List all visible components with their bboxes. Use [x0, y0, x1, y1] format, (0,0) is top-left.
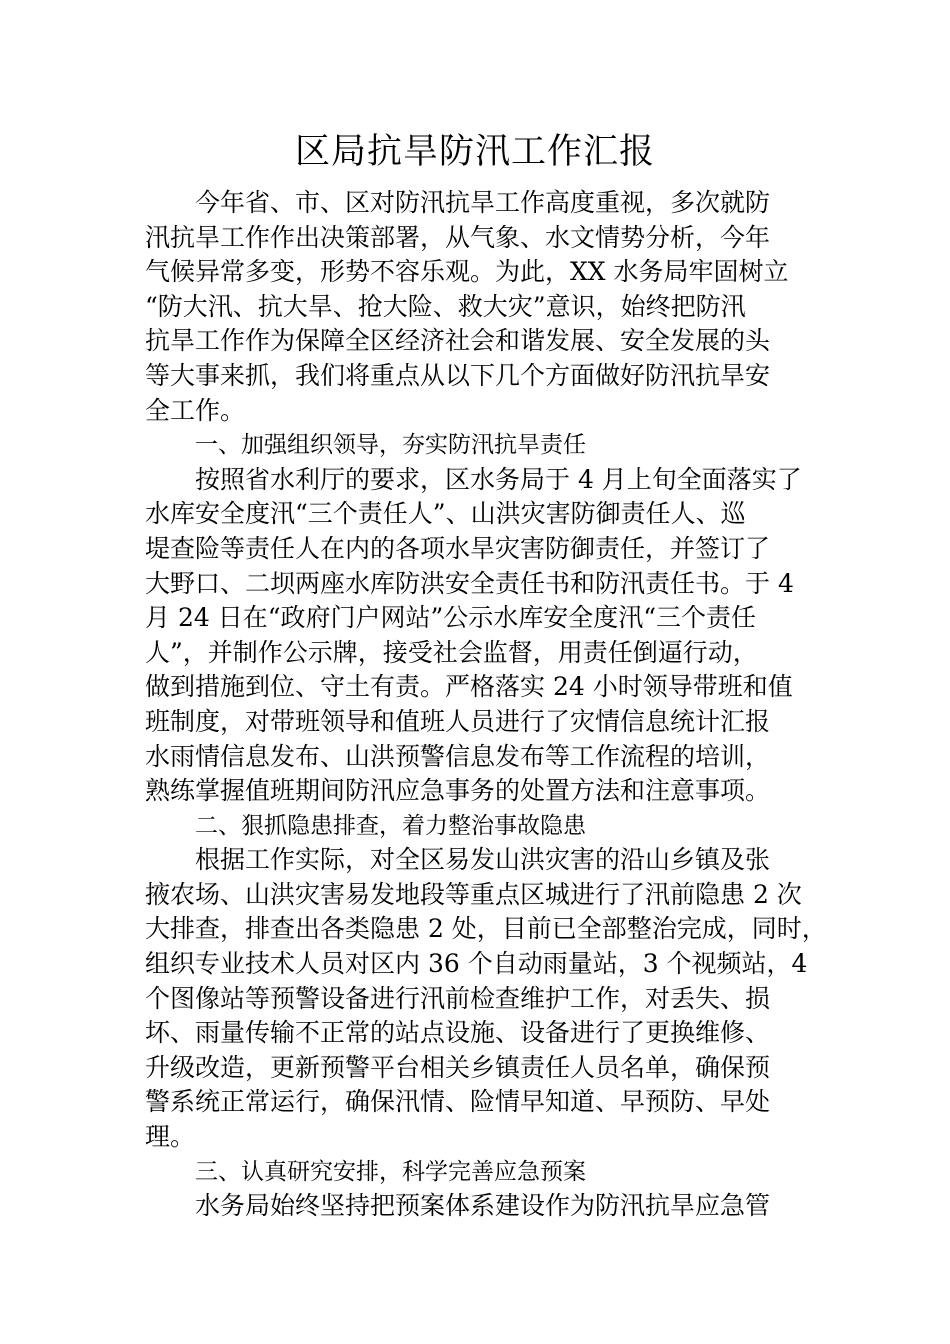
- paragraph-line: 水库安全度汛“三个责任人”、山洪灾害防御责任人、巡: [145, 499, 746, 529]
- paragraph-line: 掖农场、山洪灾害易发地段等重点区城进行了汛前隐患 2 次: [145, 879, 802, 909]
- paragraph-line: 根据工作实际，对全区易发山洪灾害的沿山乡镇及张: [195, 845, 771, 875]
- paragraph-line: 熟练掌握值班期间防汛应急事务的处置方法和注意事项。: [145, 776, 771, 806]
- section-heading: 一、加强组织领导，夯实防汛抗旱责任: [195, 432, 586, 459]
- paragraph-line: “防大汛、抗大旱、抢大险、救大灾”意识，始终把防汛: [145, 291, 746, 321]
- paragraph-line: 做到措施到位、守土有责。严格落实 24 小时领导带班和值: [145, 672, 793, 702]
- paragraph-line: 个图像站等预警设备进行汛前检查维护工作，对丢失、损: [145, 983, 771, 1013]
- paragraph-line: 人”，并制作公示牌，接受社会监督，用责任倒逼行动，: [145, 637, 758, 667]
- paragraph-line: 今年省、市、区对防汛抗旱工作高度重视，多次就防: [195, 188, 771, 217]
- paragraph-line: 水务局始终坚持把预案体系建设作为防汛抗旱应急管: [195, 1191, 771, 1221]
- paragraph-line: 抗旱工作作为保障全区经济社会和谐发展、安全发展的头: [145, 326, 771, 356]
- paragraph-line: 汛抗旱工作作出决策部署，从气象、水文情势分析，今年: [145, 222, 771, 252]
- paragraph-line: 气候异常多变，形势不容乐观。为此，XX 水务局牢固树立: [145, 257, 789, 287]
- paragraph-line: 理。: [145, 1122, 196, 1152]
- paragraph-line: 组织专业技术人员对区内 36 个自动雨量站，3 个视频站，4: [145, 949, 808, 979]
- paragraph-line: 按照省水利厅的要求，区水务局于 4 月上旬全面落实了: [195, 464, 802, 494]
- section-heading: 三、认真研究安排，科学完善应急预案: [195, 1158, 586, 1185]
- document-title: 区局抗旱防汛工作汇报: [294, 132, 655, 172]
- paragraph-line: 坏、雨量传输不正常的站点设施、设备进行了更换维修、: [145, 1018, 771, 1048]
- paragraph-line: 升级改造，更新预警平台相关乡镇责任人员名单，确保预: [145, 1052, 771, 1082]
- paragraph-line: 警系统正常运行，确保汛情、险情早知道、早预防、早处: [145, 1087, 771, 1117]
- paragraph-line: 大排查，排查出各类隐患 2 处，目前已全部整治完成，同时，: [145, 914, 827, 944]
- section-heading: 二、狠抓隐患排查，着力整治事故隐患: [195, 812, 586, 839]
- paragraph-line: 全工作。: [145, 395, 246, 425]
- document-body: [145, 186, 835, 1224]
- paragraph-line: 月 24 日在“政府门户网站”公示水库安全度汛“三个责任: [145, 603, 757, 633]
- paragraph-line: 堤查险等责任人在内的各项水旱灾害防御责任，并签订了: [145, 533, 771, 563]
- paragraph-line: 大野口、二坝两座水库防洪安全责任书和防汛责任书。于 4: [145, 568, 794, 598]
- paragraph-line: 水雨情信息发布、山洪预警信息发布等工作流程的培训，: [145, 741, 771, 771]
- paragraph-line: 等大事来抓，我们将重点从以下几个方面做好防汛抗旱安: [145, 360, 771, 390]
- paragraph-line: 班制度，对带班领导和值班人员进行了灾情信息统计汇报: [145, 706, 771, 736]
